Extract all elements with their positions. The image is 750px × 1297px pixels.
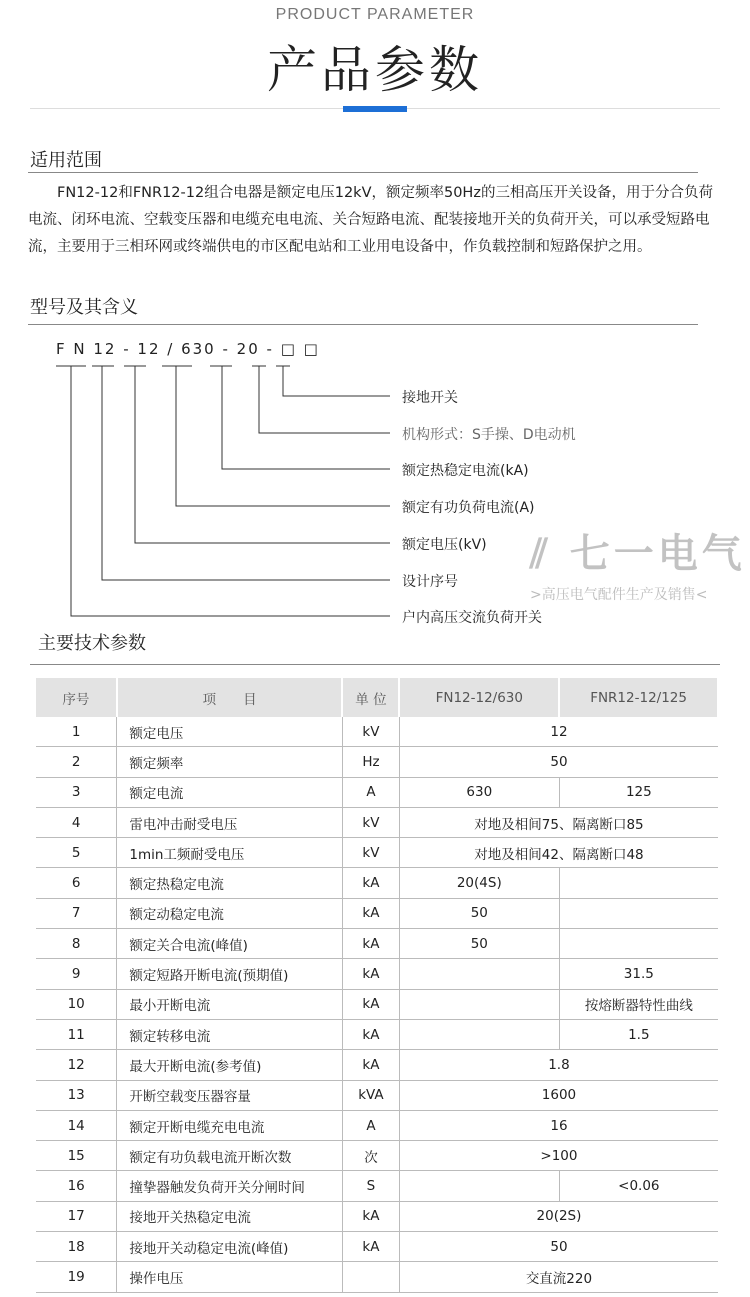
col-header: FN12-12/630 <box>399 678 559 717</box>
table-cell: kA <box>342 959 399 989</box>
table-cell: 按熔断器特性曲线 <box>559 989 718 1019</box>
header-title: 产品参数 <box>267 41 483 99</box>
col-header: FNR12-12/125 <box>559 678 718 717</box>
table-cell <box>342 1262 399 1292</box>
model-title: 型号及其含义 <box>30 297 138 318</box>
table-cell: 16 <box>36 1171 117 1201</box>
model-label: 额定有功负荷电流(A) <box>402 500 535 516</box>
table-cell: 接地开关动稳定电流(峰值) <box>117 1232 343 1262</box>
table-cell: kV <box>342 838 399 868</box>
table-cell: 额定关合电流(峰值) <box>117 929 343 959</box>
table-cell <box>559 929 718 959</box>
table-cell: Hz <box>342 747 399 777</box>
table-cell: 18 <box>36 1232 117 1262</box>
table-cell: 最大开断电流(参考值) <box>117 1050 343 1080</box>
table-cell: 31.5 <box>559 959 718 989</box>
table-row <box>36 1080 718 1110</box>
table-cell: 额定热稳定电流 <box>117 868 343 898</box>
table-cell: 额定频率 <box>117 747 343 777</box>
table-cell: 额定电流 <box>117 777 343 807</box>
table-cell <box>399 1019 559 1049</box>
model-code: F N 12 - 12 / 630 - 20 - □ □ <box>56 340 320 358</box>
params-table <box>36 678 719 1293</box>
table-cell: 3 <box>36 777 117 807</box>
table-cell: 额定短路开断电流(预期值) <box>117 959 343 989</box>
table-cell: 次 <box>342 1141 399 1171</box>
watermark-subtext: >高压电气配件生产及销售< <box>530 587 708 603</box>
table-cell: 6 <box>36 868 117 898</box>
table-cell: 开断空载变压器容量 <box>117 1080 343 1110</box>
table-cell: kA <box>342 868 399 898</box>
table-row <box>36 1050 718 1080</box>
table-cell <box>559 898 718 928</box>
table-cell: 接地开关热稳定电流 <box>117 1201 343 1231</box>
table-cell: kV <box>342 717 399 747</box>
table-cell: 19 <box>36 1262 117 1292</box>
table-cell: 13 <box>36 1080 117 1110</box>
table-cell: kV <box>342 807 399 837</box>
scope-title: 适用范围 <box>30 150 102 171</box>
table-row <box>36 929 718 959</box>
table-cell: 10 <box>36 989 117 1019</box>
table-row <box>36 838 718 868</box>
table-cell <box>399 959 559 989</box>
table-row <box>36 747 718 777</box>
table-cell: kA <box>342 929 399 959</box>
table-row <box>36 1232 718 1262</box>
model-label: 机构形式：S手操、D电动机 <box>402 427 576 443</box>
table-cell: 12 <box>36 1050 117 1080</box>
table-cell: 17 <box>36 1201 117 1231</box>
table-cell: 14 <box>36 1110 117 1140</box>
table-cell: 1min工频耐受电压 <box>117 838 343 868</box>
table-cell: 额定开断电缆充电电流 <box>117 1110 343 1140</box>
table-cell: 1.5 <box>559 1019 718 1049</box>
table-cell: 雷电冲击耐受电压 <box>117 807 343 837</box>
table-cell: 额定电压 <box>117 717 343 747</box>
model-label: 设计序号 <box>402 574 458 590</box>
watermark-text: 七一电气 <box>569 531 746 577</box>
table-cell: <0.06 <box>559 1171 718 1201</box>
model-label: 额定电压(kV) <box>402 537 487 553</box>
header-en: PRODUCT PARAMETER <box>275 6 475 23</box>
table-cell: 20(4S) <box>399 868 559 898</box>
table-cell: kA <box>342 1050 399 1080</box>
table-cell: 50 <box>399 898 559 928</box>
table-row <box>36 1110 718 1140</box>
table-cell: 4 <box>36 807 117 837</box>
table-cell: 8 <box>36 929 117 959</box>
table-cell: 交直流220 <box>399 1262 718 1292</box>
table-cell: >100 <box>399 1141 718 1171</box>
divider <box>30 664 720 665</box>
table-cell: 撞挚器触发负荷开关分闸时间 <box>117 1171 343 1201</box>
table-cell: 12 <box>399 717 718 747</box>
table-row <box>36 959 718 989</box>
table-row <box>36 807 718 837</box>
table-row <box>36 1171 718 1201</box>
table-cell: A <box>342 1110 399 1140</box>
table-row <box>36 1262 718 1292</box>
table-cell: 最小开断电流 <box>117 989 343 1019</box>
table-cell: 9 <box>36 959 117 989</box>
table-cell <box>399 1171 559 1201</box>
model-label: 接地开关 <box>402 390 458 406</box>
table-cell: 操作电压 <box>117 1262 343 1292</box>
col-header: 序号 <box>36 678 117 717</box>
col-header: 项 目 <box>117 678 343 717</box>
model-label: 额定热稳定电流(kA) <box>402 463 529 479</box>
table-cell: 2 <box>36 747 117 777</box>
table-row <box>36 717 718 747</box>
table-cell <box>399 989 559 1019</box>
table-row <box>36 868 718 898</box>
table-cell: 20(2S) <box>399 1201 718 1231</box>
table-cell: A <box>342 777 399 807</box>
table-cell: 额定有功负载电流开断次数 <box>117 1141 343 1171</box>
col-header: 单 位 <box>342 678 399 717</box>
table-cell: 对地及相间42、隔离断口48 <box>399 838 718 868</box>
table-row <box>36 898 718 928</box>
table-cell: 额定动稳定电流 <box>117 898 343 928</box>
model-label: 户内高压交流负荷开关 <box>402 610 542 626</box>
table-cell: kA <box>342 898 399 928</box>
table-row <box>36 1141 718 1171</box>
table-cell: 50 <box>399 747 718 777</box>
table-cell: 16 <box>399 1110 718 1140</box>
table-cell: 对地及相间75、隔离断口85 <box>399 807 718 837</box>
table-cell: 1600 <box>399 1080 718 1110</box>
table-cell: kA <box>342 989 399 1019</box>
table-cell: 5 <box>36 838 117 868</box>
table-cell: S <box>342 1171 399 1201</box>
table-cell: 11 <box>36 1019 117 1049</box>
table-cell: kVA <box>342 1080 399 1110</box>
table-cell: 1 <box>36 717 117 747</box>
params-title: 主要技术参数 <box>38 633 146 654</box>
table-cell: 1.8 <box>399 1050 718 1080</box>
table-row <box>36 989 718 1019</box>
watermark-logo: ⫽ 七一电气 <box>530 531 746 577</box>
table-cell: 7 <box>36 898 117 928</box>
table-cell: 125 <box>559 777 718 807</box>
table-cell: 额定转移电流 <box>117 1019 343 1049</box>
table-cell: kA <box>342 1232 399 1262</box>
table-cell: 630 <box>399 777 559 807</box>
table-row <box>36 1201 718 1231</box>
table-cell: 15 <box>36 1141 117 1171</box>
scope-text: FN12-12和FNR12-12组合电器是额定电压12kV，额定频率50Hz的三相高压开关设备，用于分合负荷电流、闭环电流、空载变压器和电缆充电电流、关合短路电流、配装接地开关的负荷开关，可以承受短路电流，主要用于三相环网或终端供电的市区配电站和工业用电设备中，作负载控制和短路保护之用。 <box>28 185 713 255</box>
table-row <box>36 777 718 807</box>
table-cell: kA <box>342 1201 399 1231</box>
table-cell <box>559 868 718 898</box>
table-cell: 50 <box>399 929 559 959</box>
table-row <box>36 1019 718 1049</box>
table-cell: 50 <box>399 1232 718 1262</box>
table-cell: kA <box>342 1019 399 1049</box>
